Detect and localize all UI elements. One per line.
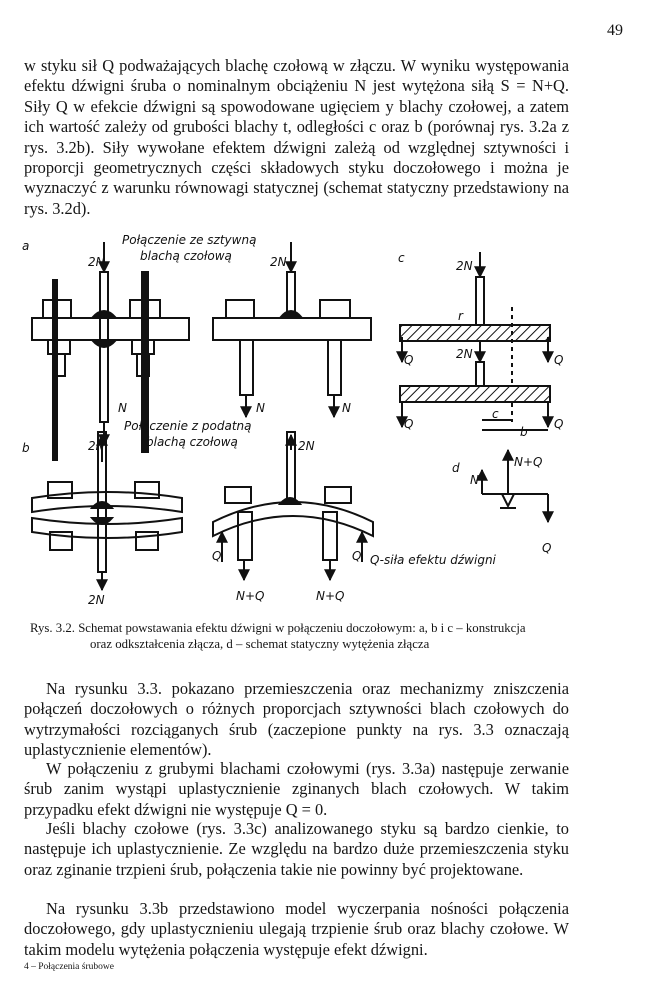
label-q-c3: Q bbox=[404, 417, 414, 431]
label-flexible-title-2: blachą czołową bbox=[146, 435, 238, 449]
label-2n-c2: 2N bbox=[456, 347, 473, 361]
paragraph-1: Na rysunku 3.3. pokazano przemieszczenia oraz mechanizmy zniszczenia połączeń doczołowych o różnych proporcjach sztywności blach czołowych do wytrzymałości rozciąganych śrub (zaczepione punkty na rys. 3.3 oznaczają uplastycznienie elementów). bbox=[24, 679, 569, 760]
label-weld-r: r bbox=[458, 309, 463, 323]
label-flexible-title-1: Połączenie z podatną bbox=[124, 419, 252, 433]
caption-line-2: oraz odkształcenia złącza, d – schemat statyczny wytężenia złącza bbox=[90, 637, 430, 651]
label-q-c2: Q bbox=[554, 353, 564, 367]
label-2n-b1: 2N bbox=[88, 439, 105, 453]
label-panel-b: b bbox=[22, 441, 30, 455]
label-q-d: Q bbox=[542, 541, 552, 555]
footer-signature: 4 – Połączenia śrubowe bbox=[24, 962, 114, 972]
page-number: 49 bbox=[607, 22, 623, 39]
paragraph-intro: w styku sił Q podważających blachę czołową w złączu. W wyniku występowania efektu dźwigni śruba o nominalnym obciążeniu N jest wytężona siłą S = N+Q. Siły Q w efekcie dźwigni są spowodowane ugięciem y blachy czołowej, a zatem ich wartość zależy od grubości blachy t, odległości c oraz b (porównaj rys. 3.2a z rys. 3.2b). Siły wywołane efektem dźwigni zależą od względnej sztywności i proporcji geometrycznych części składowych styku doczołowego i można je wyznaczyć z warunku równowagi statycznej (schemat statyczny przedstawiony na rys. 3.2d). bbox=[24, 56, 569, 218]
label-nq-d: N+Q bbox=[514, 455, 543, 469]
figure-caption bbox=[30, 620, 575, 652]
label-n-a1: N bbox=[118, 401, 127, 415]
figure-3-2 bbox=[0, 222, 663, 617]
paragraph-2: W połączeniu z grubymi blachami czołowymi (rys. 3.3a) następuje zerwanie śrub zanim wystąpi uplastycznienie zginanych blach czołowych. W takim przypadku efekt dźwigni nie występuje Q = 0. bbox=[24, 759, 569, 819]
label-rigid-title-2: blachą czołową bbox=[140, 249, 232, 263]
label-q-lever: Q-siła efektu dźwigni bbox=[370, 553, 496, 567]
paragraph-3: Jeśli blachy czołowe (rys. 3.3c) analizowanego styku są bardzo cienkie, to następuje ich uplastycznienie. Ze względu na bardzo duże przemieszczenia styku oraz zginanie trzpieni śrub, połączenia takie nie powinny być projektowane. bbox=[24, 819, 569, 879]
panel-c bbox=[400, 252, 550, 430]
label-2n-a2: 2N bbox=[270, 255, 287, 269]
label-n-d: N bbox=[470, 473, 479, 487]
label-q-b2: Q bbox=[352, 549, 362, 563]
caption-line-1: Rys. 3.2. Schemat powstawania efektu dźwigni w połączeniu doczołowym: a, b i c – konstrukcja bbox=[30, 621, 526, 635]
label-dim-c: c bbox=[492, 407, 499, 421]
label-nq-b1: N+Q bbox=[236, 589, 265, 603]
label-panel-c: c bbox=[398, 251, 405, 265]
label-n-a3: N bbox=[342, 401, 351, 415]
label-dim-b: b bbox=[520, 425, 528, 439]
label-2n-a1: 2N bbox=[88, 255, 105, 269]
label-2n-b2: 2N bbox=[298, 439, 315, 453]
label-q-c4: Q bbox=[554, 417, 564, 431]
label-panel-a: a bbox=[22, 239, 30, 253]
paragraph-4: Na rysunku 3.3b przedstawiono model wyczerpania nośności połączenia doczołowego, gdy uplastycznieniu ulegają trzpienie śrub oraz blachy czołowe. W takim modelu wytężenia połączenia występuje efekt dźwigni. bbox=[24, 899, 569, 959]
label-q-b1: Q bbox=[212, 549, 222, 563]
label-n-a2: N bbox=[256, 401, 265, 415]
label-nq-b2: N+Q bbox=[316, 589, 345, 603]
label-q-c1: Q bbox=[404, 353, 414, 367]
label-2n-c1: 2N bbox=[456, 259, 473, 273]
label-panel-d: d bbox=[452, 461, 460, 475]
label-2n-b3: 2N bbox=[88, 593, 105, 607]
panel-b bbox=[32, 432, 373, 590]
label-rigid-title-1: Połączenie ze sztywną bbox=[122, 233, 257, 247]
